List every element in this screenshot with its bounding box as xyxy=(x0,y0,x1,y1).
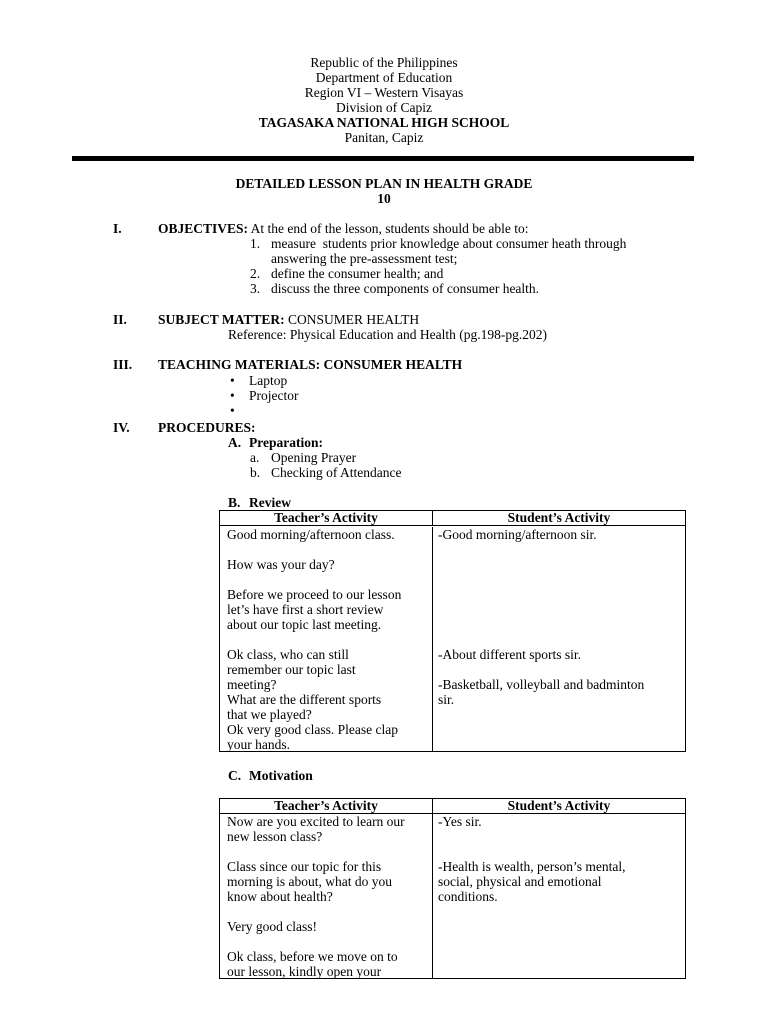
teacher-line: Ok very good class. Please clap xyxy=(227,722,398,737)
header-republic: Republic of the Philippines xyxy=(310,55,458,70)
teacher-paragraph xyxy=(227,647,432,752)
teaching-materials-row xyxy=(113,357,462,372)
student-activity-cell xyxy=(433,527,685,752)
step-text: Opening Prayer xyxy=(271,450,357,465)
material-item xyxy=(230,373,287,388)
header-department: Department of Education xyxy=(315,70,453,85)
teacher-paragraph xyxy=(227,949,432,979)
objective-text-continued: answering the pre-assessment test; xyxy=(271,251,458,266)
teacher-line: remember our topic last xyxy=(227,662,356,677)
teacher-line: our lesson, kindly open your xyxy=(227,964,382,979)
teacher-line: How was your day? xyxy=(227,557,335,572)
school-location: Panitan, Capiz xyxy=(344,130,424,145)
student-line: -Good morning/afternoon sir. xyxy=(438,527,597,542)
student-line: -Yes sir. xyxy=(438,814,482,829)
teacher-line: about our topic last meeting. xyxy=(227,617,382,632)
teacher-paragraph xyxy=(227,587,432,632)
bullet-icon: • xyxy=(230,373,235,388)
teacher-activity-cell xyxy=(220,814,433,979)
step-letter: b. xyxy=(250,465,261,480)
subject-matter-row xyxy=(113,312,419,327)
student-paragraph xyxy=(438,647,685,662)
teacher-paragraph xyxy=(227,527,432,542)
objective-text: measure students prior knowledge about consumer heath through xyxy=(271,236,627,251)
teacher-line: your hands. xyxy=(227,737,290,752)
review-table-body xyxy=(220,526,685,752)
document-title: DETAILED LESSON PLAN IN HEALTH GRADE xyxy=(235,176,533,191)
objective-item xyxy=(250,236,626,251)
teacher-line: new lesson class? xyxy=(227,829,323,844)
student-line: -Health is wealth, person’s mental, xyxy=(438,859,626,874)
subsection-letter: B. xyxy=(228,495,241,510)
motivation-heading: Motivation xyxy=(249,768,313,783)
teacher-line: Ok class, before we move on to xyxy=(227,949,398,964)
student-line: -Basketball, volleyball and badminton xyxy=(438,677,645,692)
objective-text: define the consumer health; and xyxy=(271,266,444,281)
teacher-line: let’s have first a short review xyxy=(227,602,384,617)
preparation-step xyxy=(250,450,356,465)
objectives-row xyxy=(113,221,529,236)
subsection-letter: A. xyxy=(228,435,242,450)
student-line: sir. xyxy=(438,692,455,707)
teacher-paragraph xyxy=(227,814,432,844)
material-text: Projector xyxy=(249,388,299,403)
student-activity-cell xyxy=(433,814,685,979)
subject-matter-topic: CONSUMER HEALTH xyxy=(284,312,420,327)
school-name: TAGASAKA NATIONAL HIGH SCHOOL xyxy=(258,115,510,130)
teacher-line: Before we proceed to our lesson xyxy=(227,587,402,602)
student-paragraph xyxy=(438,527,685,542)
procedures-heading: PROCEDURES: xyxy=(158,420,256,435)
motivation-table-header xyxy=(220,799,685,814)
review-table xyxy=(219,510,686,752)
motivation-table xyxy=(219,798,686,979)
teacher-line: Very good class! xyxy=(227,919,317,934)
student-paragraph xyxy=(438,814,685,829)
teacher-paragraph xyxy=(227,557,432,572)
teacher-line: Class since our topic for this xyxy=(227,859,382,874)
review-row xyxy=(228,495,291,510)
student-activity-header: Student’s Activity xyxy=(507,510,611,525)
section-numeral: I. xyxy=(113,221,122,236)
objectives-heading: OBJECTIVES: xyxy=(158,221,249,236)
teacher-line: morning is about, what do you xyxy=(227,874,392,889)
preparation-row xyxy=(228,435,323,450)
student-paragraph xyxy=(438,859,685,904)
preparation-heading: Preparation: xyxy=(249,435,323,450)
objective-item xyxy=(250,266,443,281)
motivation-table-body xyxy=(220,814,685,979)
teacher-activity-header: Teacher’s Activity xyxy=(220,511,433,525)
teacher-line: know about health? xyxy=(227,889,333,904)
step-text: Checking of Attendance xyxy=(271,465,402,480)
list-number: 2. xyxy=(250,266,261,281)
subject-matter-heading: SUBJECT MATTER: xyxy=(158,312,285,327)
student-line: -About different sports sir. xyxy=(438,647,581,662)
procedures-row xyxy=(113,420,256,435)
header-division: Division of Capiz xyxy=(336,100,432,115)
teacher-activity-cell xyxy=(220,527,433,752)
objectives-intro: At the end of the lesson, students should be able to: xyxy=(248,221,529,236)
header-region: Region VI – Western Visayas xyxy=(304,85,464,100)
material-item xyxy=(230,388,299,403)
teacher-paragraph xyxy=(227,859,432,904)
material-text: Laptop xyxy=(249,373,288,388)
teacher-line: that we played? xyxy=(227,707,312,722)
material-item-empty xyxy=(230,403,249,418)
list-number: 3. xyxy=(250,281,261,296)
objective-text: discuss the three components of consumer health. xyxy=(271,281,540,296)
teacher-line: Ok class, who can still xyxy=(227,647,349,662)
student-activity-header: Student’s Activity xyxy=(507,798,611,813)
subject-matter-reference: Reference: Physical Education and Health (pg.198-pg.202) xyxy=(228,327,548,342)
list-number: 1. xyxy=(250,236,261,251)
student-line: social, physical and emotional xyxy=(438,874,602,889)
teacher-line: Good morning/afternoon class. xyxy=(227,527,395,542)
review-table-header xyxy=(220,511,685,526)
header-divider xyxy=(72,156,694,161)
teaching-materials-heading: TEACHING MATERIALS: CONSUMER HEALTH xyxy=(158,357,463,372)
section-numeral: III. xyxy=(113,357,133,372)
section-numeral: II. xyxy=(113,312,127,327)
step-letter: a. xyxy=(250,450,260,465)
teacher-paragraph xyxy=(227,919,432,934)
preparation-step xyxy=(250,465,401,480)
section-numeral: IV. xyxy=(113,420,130,435)
document-title-grade: 10 xyxy=(377,191,391,206)
bullet-icon: • xyxy=(230,403,235,418)
student-line: conditions. xyxy=(438,889,498,904)
review-heading: Review xyxy=(249,495,291,510)
bullet-icon: • xyxy=(230,388,235,403)
teacher-activity-header: Teacher’s Activity xyxy=(220,799,433,813)
subsection-letter: C. xyxy=(228,768,242,783)
teacher-line: What are the different sports xyxy=(227,692,382,707)
objective-item xyxy=(250,281,539,296)
teacher-line: meeting? xyxy=(227,677,277,692)
motivation-row xyxy=(228,768,313,783)
student-paragraph xyxy=(438,677,685,707)
teacher-line: Now are you excited to learn our xyxy=(227,814,405,829)
